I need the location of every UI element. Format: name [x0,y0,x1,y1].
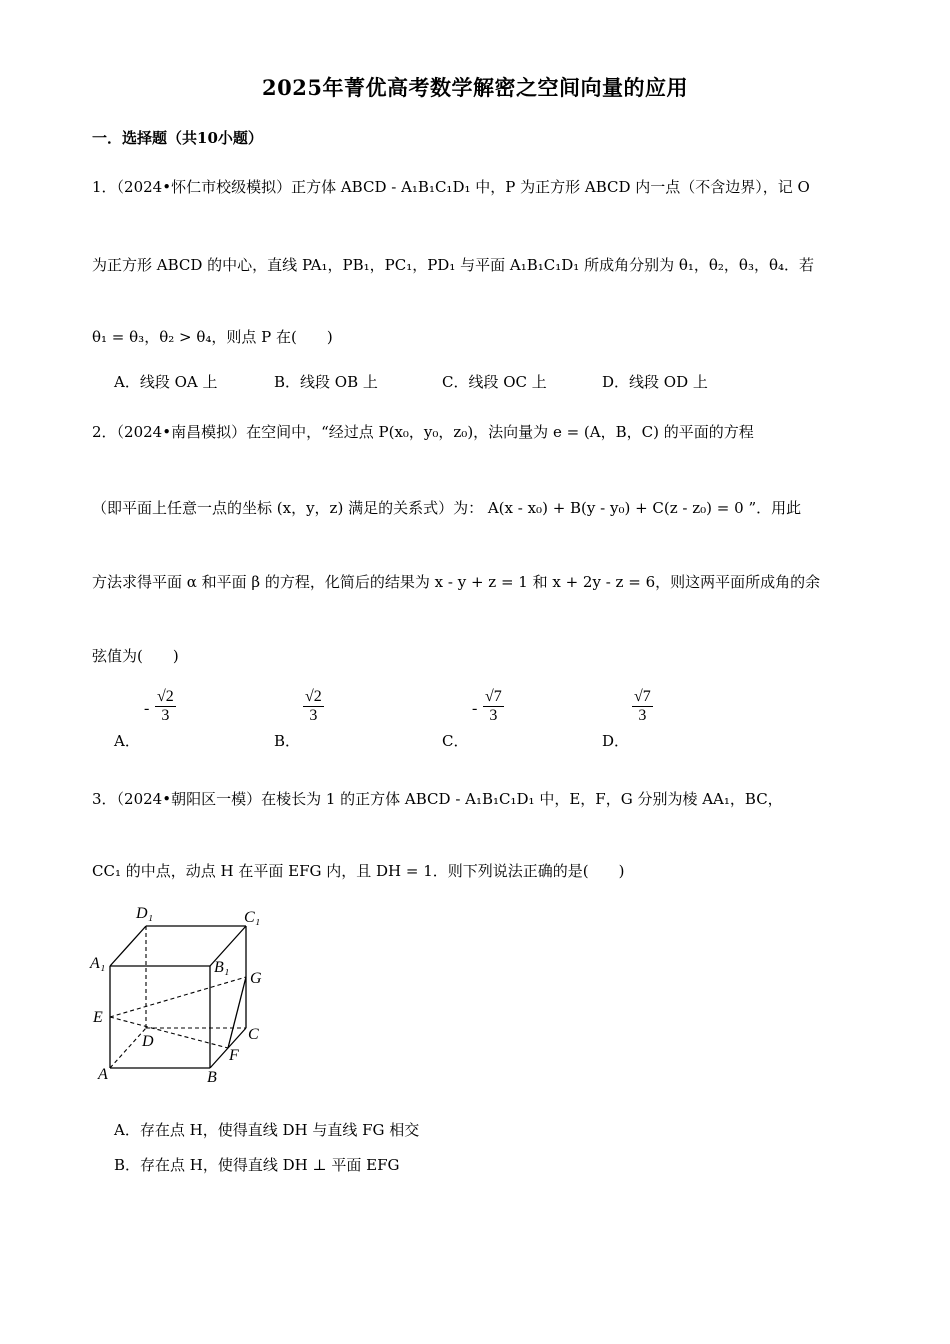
label-c: C [248,1026,259,1043]
edge-a1-d1 [110,926,146,966]
q1-option-d[interactable]: D．线段 OD 上 [602,373,708,391]
q2-option-c-letter: C． [442,732,469,750]
label-a: A [98,1066,108,1083]
q2-option-d-fraction: $\frac{√7}{3}$ [634,688,651,724]
hidden-edge-a-d [110,1028,146,1068]
cube-figure [86,898,286,1094]
q1-option-c[interactable]: C．线段 OC 上 [442,373,547,391]
q2-line-2: （即平面上任意一点的坐标 (x，y，z) 满足的关系式）为： A(x - x₀) + B(y - y₀) + C(z - z₀) = 0 ”．用此 [92,499,802,517]
q2-option-d-letter: D． [602,732,630,750]
q2-option-a-letter: A． [114,732,140,750]
q2-option-b-letter: B． [274,732,301,750]
q2-line-4: 弦值为( ) [92,647,179,665]
q3-option-b[interactable]: B．存在点 H，使得直线 DH ⊥ 平面 EFG [114,1156,400,1174]
q3-line-1: 3．（2024•朝阳区一模）在棱长为 1 的正方体 ABCD - A₁B₁C₁D₁ 中，E，F，G 分别为棱 AA₁，BC， [92,790,783,808]
q2-option-a-fraction: $\frac{√2}{3}$ [157,688,174,724]
section-header: 一．选择题（共10小题） [92,129,263,147]
q2-option-a-sign: - [144,700,150,717]
q2-line-1: 2．（2024•南昌模拟）在空间中，“经过点 P(x₀，y₀，z₀)，法向量为 e = (A，B，C) 的平面的方程 [92,423,754,441]
label-f: F [229,1047,239,1064]
label-d: D [142,1033,154,1050]
q1-line-2: 为正方形 ABCD 的中心，直线 PA₁，PB₁，PC₁，PD₁ 与平面 A₁B₁C₁D₁ 所成角分别为 θ₁，θ₂，θ₃，θ₄．若 [92,256,815,274]
q2-option-c-sign: - [472,700,478,717]
page-title: 2025年菁优高考数学解密之空间向量的应用 [262,75,688,100]
label-b1: B₁ [214,959,230,976]
q3-line-2: CC₁ 的中点，动点 H 在平面 EFG 内，且 DH = 1．则下列说法正确的是( ) [92,862,625,880]
q2-option-b-fraction: $\frac{√2}{3}$ [305,688,322,724]
label-a1: A₁ [90,955,106,972]
q3-option-a[interactable]: A．存在点 H，使得直线 DH 与直线 FG 相交 [114,1121,420,1139]
q1-line-1: 1．（2024•怀仁市校级模拟）正方体 ABCD - A₁B₁C₁D₁ 中，P 为正方形 ABCD 内一点（不含边界），记 O [92,178,810,196]
label-d1: D₁ [136,905,154,922]
label-c1: C₁ [244,909,261,926]
q1-option-a[interactable]: A．线段 OA 上 [114,373,218,391]
label-b: B [207,1069,217,1086]
q2-line-3: 方法求得平面 α 和平面 β 的方程，化简后的结果为 x - y + z = 1 和 x + 2y - z = 6，则这两平面所成角的余 [92,573,821,591]
q1-option-b[interactable]: B．线段 OB 上 [274,373,378,391]
label-g: G [250,970,262,987]
q1-line-3: θ₁ = θ₃，θ₂ > θ₄，则点 P 在( ) [92,328,333,346]
hidden-segment-e-g [110,977,246,1017]
q2-option-c-fraction: $\frac{√7}{3}$ [485,688,502,724]
label-e: E [93,1009,103,1026]
